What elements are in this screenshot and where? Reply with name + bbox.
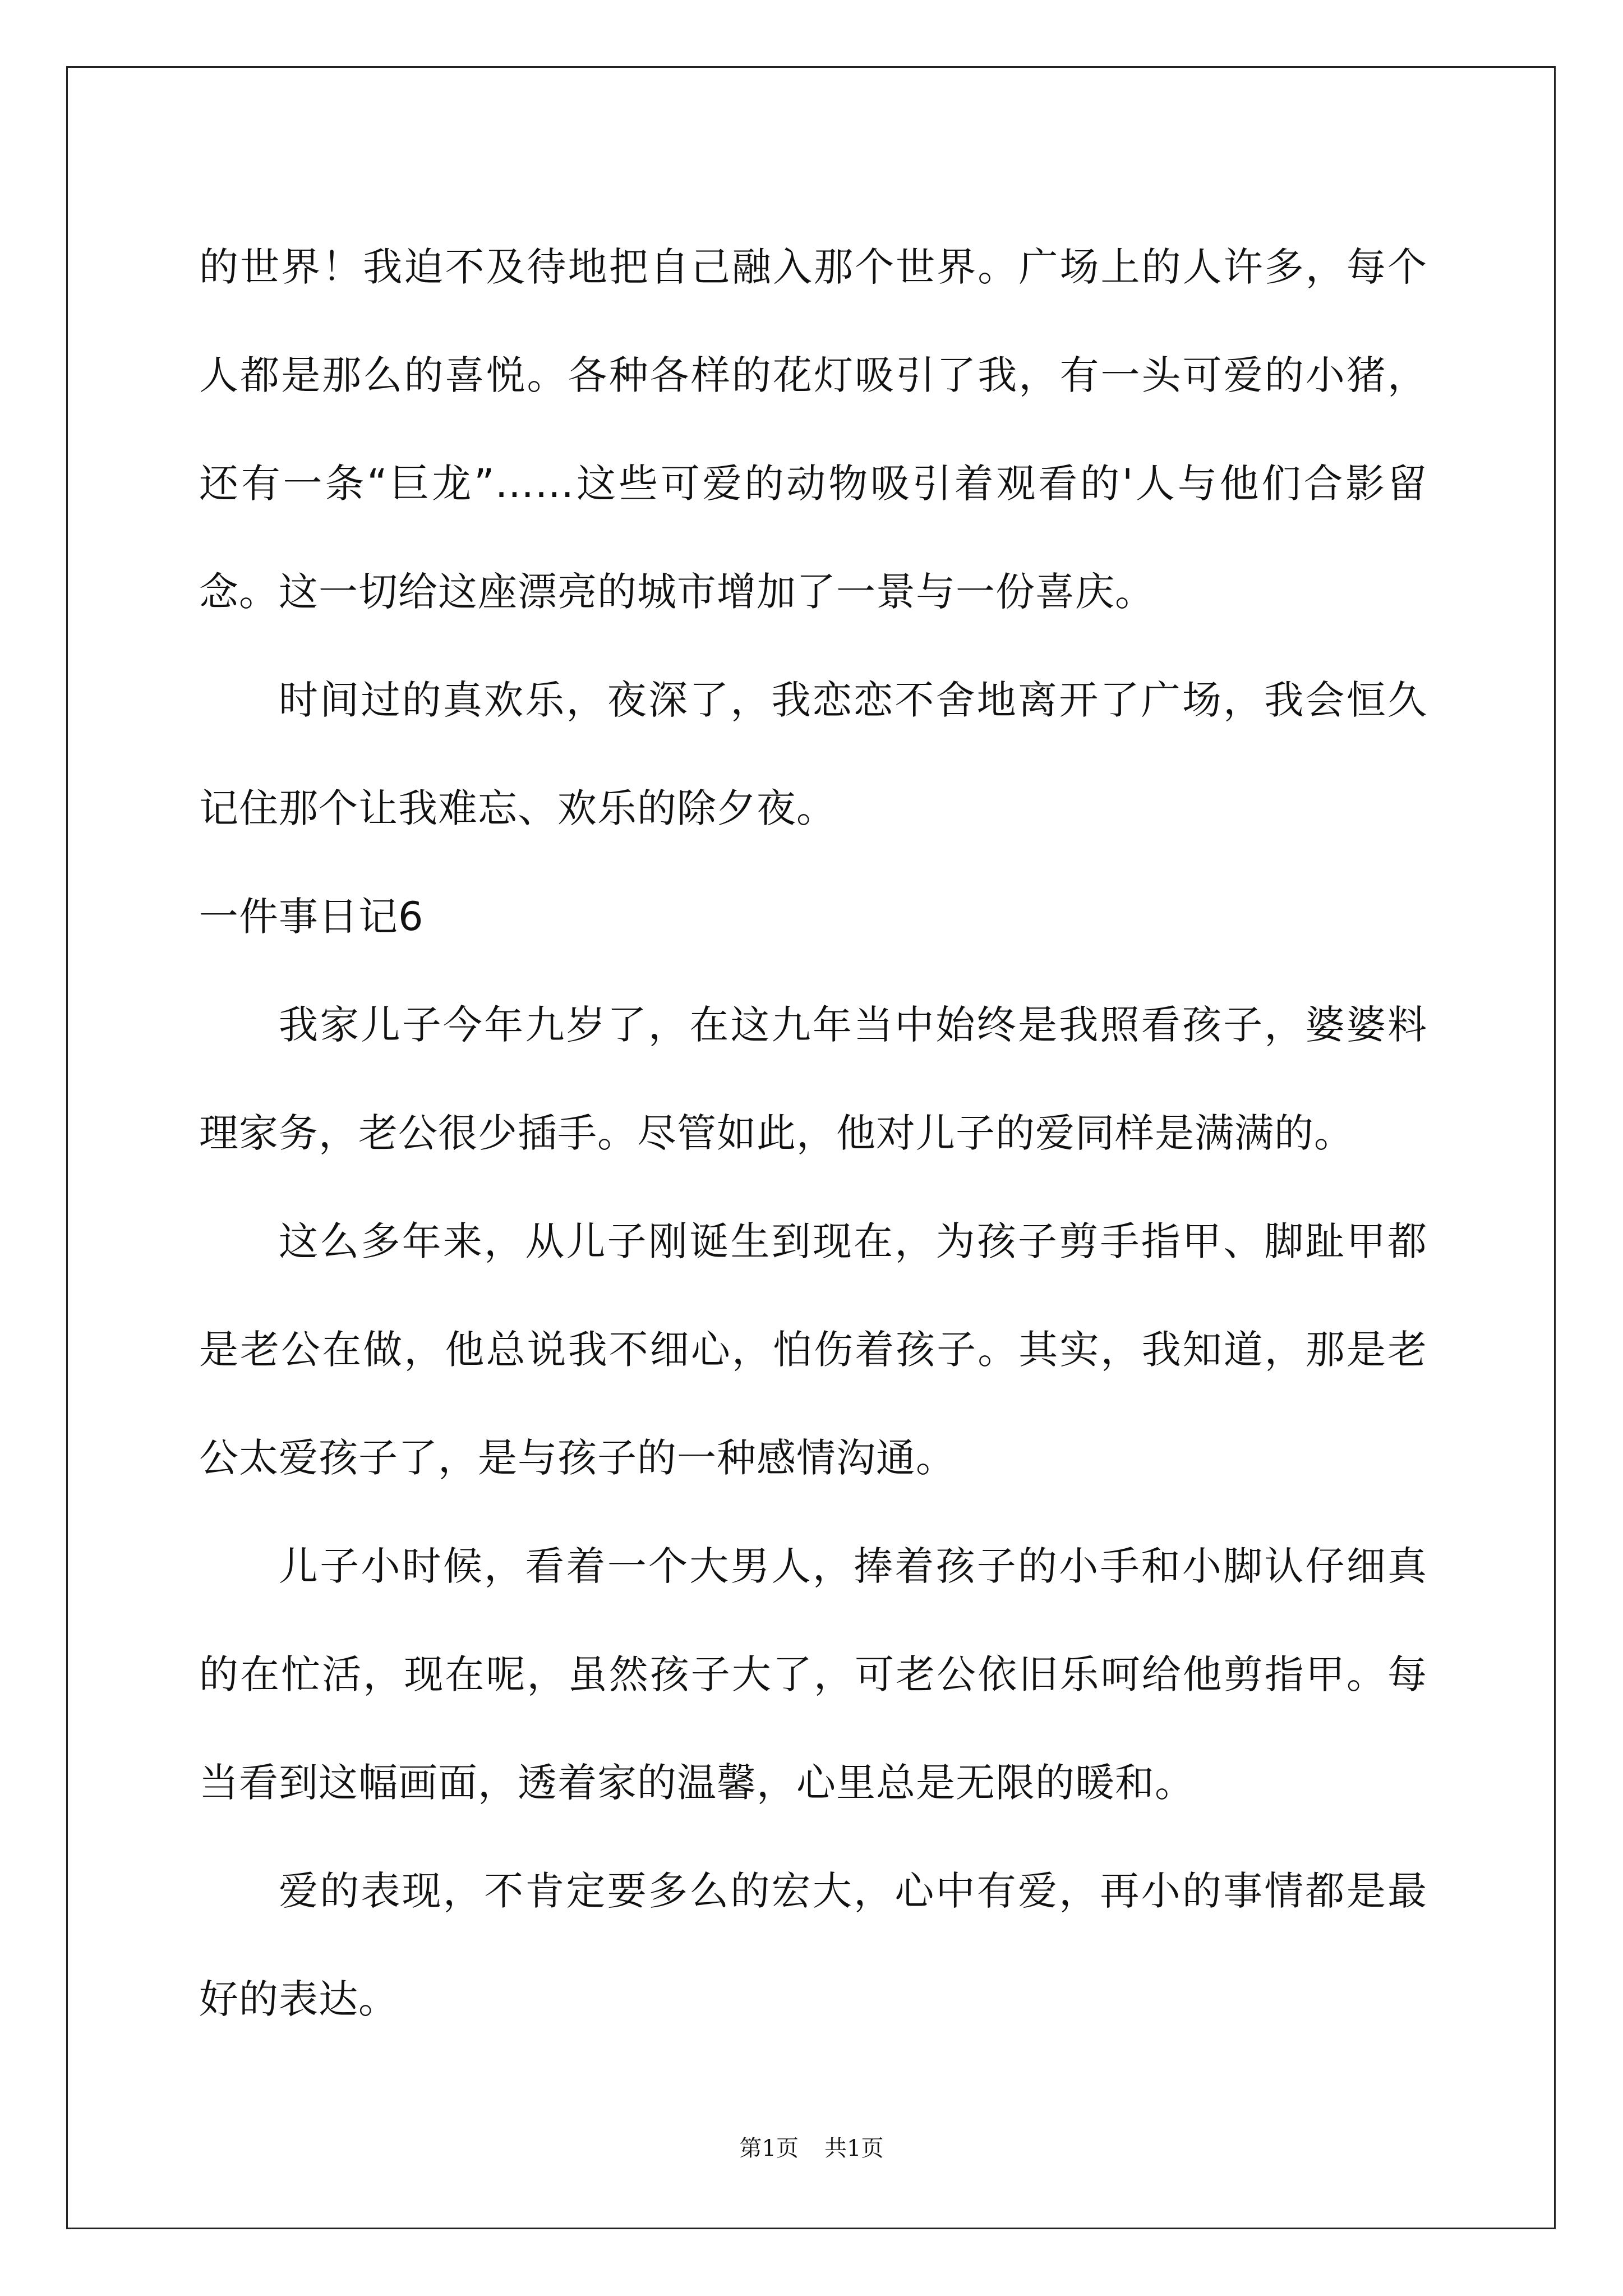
paragraph: 我家儿子今年九岁了，在这九年当中始终是我照看孩子，婆婆料理家务，老公很少插手。尽管如此，他对儿子的爱同样是满满的。 — [199, 1002, 1427, 1156]
paragraph: 儿子小时候，看着一个大男人，捧着孩子的小手和小脚认仔细真的在忙活，现在呢，虽然孩子大了，可老公依旧乐呵给他剪指甲。每当看到这幅画面，透着家的温馨，心里总是无限的暖和。 — [199, 1543, 1427, 1806]
section-heading: 一件事日记6 — [199, 894, 424, 940]
paragraph: 这么多年来，从儿子刚诞生到现在，为孩子剪手指甲、脚趾甲都是老公在做，他总说我不细心，怕伤着孩子。其实，我知道，那是老公太爱孩子了，是与孩子的一种感情沟通。 — [199, 1218, 1427, 1481]
paragraph: 时间过的真欢乐，夜深了，我恋恋不舍地离开了广场，我会恒久记住那个让我难忘、欢乐的除夕夜。 — [199, 677, 1427, 831]
paragraph-continuation: 的世界！我迫不及待地把自己融入那个世界。广场上的人许多，每个人都是那么的喜悦。各种各样的花灯吸引了我，有一头可爱的小猪，还有一条“巨龙”……这些可爱的动物吸引着观看的'人与他们合影留念。这一切给这座漂亮的城市增加了一景与一份喜庆。 — [199, 244, 1427, 615]
document-body — [199, 213, 1427, 2054]
page-total: 共1页 — [824, 2136, 884, 2161]
page-number: 第1页 — [739, 2136, 799, 2161]
paragraph: 爱的表现，不肯定要多么的宏大，心中有爱，再小的事情都是最好的表达。 — [199, 1868, 1427, 2022]
page-footer — [0, 2132, 1623, 2165]
